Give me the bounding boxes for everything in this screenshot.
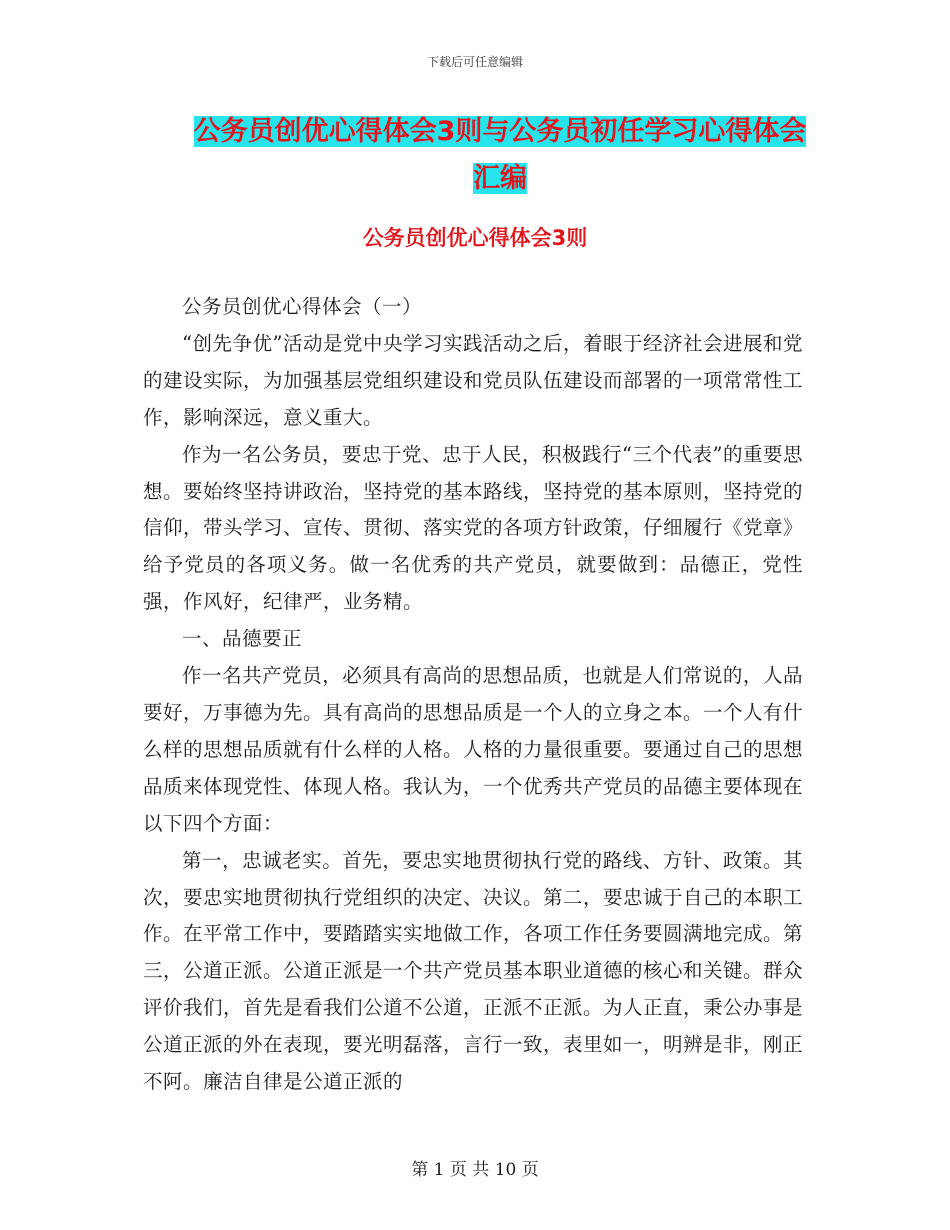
paragraph: 第一，忠诚老实。首先，要忠实地贯彻执行党的路线、方针、政策。其次，要忠实地贯彻执行党组织的决定、决议。第二，要忠诚于自己的本职工作。在平常工作中，要踏踏实实地做工作，各项工作任务要圆满地完成。第三，公道正派。公道正派是一个共产党员基本职业道德的核心和关键。群众评价我们，首先是看我们公道不公道，正派不正派。为人正直，秉公办事是公道正派的外在表现，要光明磊落，言行一致，表里如一，明辨是非，刚正不阿。廉洁自律是公道正派的 bbox=[143, 848, 804, 1094]
title-line-1: 公务员创优心得体会3则与公务员初任学习心得体会 bbox=[193, 116, 807, 147]
document-body bbox=[143, 289, 803, 1101]
paragraph: 一、品德要正 bbox=[182, 627, 303, 651]
paragraph: 作为一名公务员，要忠于党、忠于人民，积极践行“三个代表”的重要思想。要始终坚持讲政治，坚持党的基本路线，坚持党的基本原则，坚持党的信仰，带头学习、宣传、贯彻、落实党的各项方针政策，仔细履行《党章》给予党员的各项义务。做一名优秀的共产党员，就要做到：品德正，党性强，作风好，纪律严，业务精。 bbox=[143, 442, 804, 614]
paragraph: 公务员创优心得体会（一） bbox=[182, 295, 423, 318]
document-title bbox=[120, 108, 880, 202]
paragraph: “创先争优”活动是党中央学习实践活动之后，着眼于经济社会进展和党的建设实际，为加强基层党组织建设和党员队伍建设而部署的一项常常性工作，影响深远，意义重大。 bbox=[143, 331, 804, 429]
title-line-2: 汇编 bbox=[473, 163, 527, 194]
section-title: 公务员创优心得体会3则 bbox=[362, 226, 588, 250]
page-number: 第 1 页 共 10 页 bbox=[411, 1160, 539, 1180]
paragraph: 作一名共产党员，必须具有高尚的思想品质，也就是人们常说的，人品要好，万事德为先。具有高尚的思想品质是一个人的立身之本。一个人有什么样的思想品质就有什么样的人格。人格的力量很重要。要通过自己的思想品质来体现党性、体现人格。我认为，一个优秀共产党员的品德主要体现在以下四个方面： bbox=[143, 664, 804, 835]
header-note: 下载后可任意编辑 bbox=[426, 55, 523, 69]
